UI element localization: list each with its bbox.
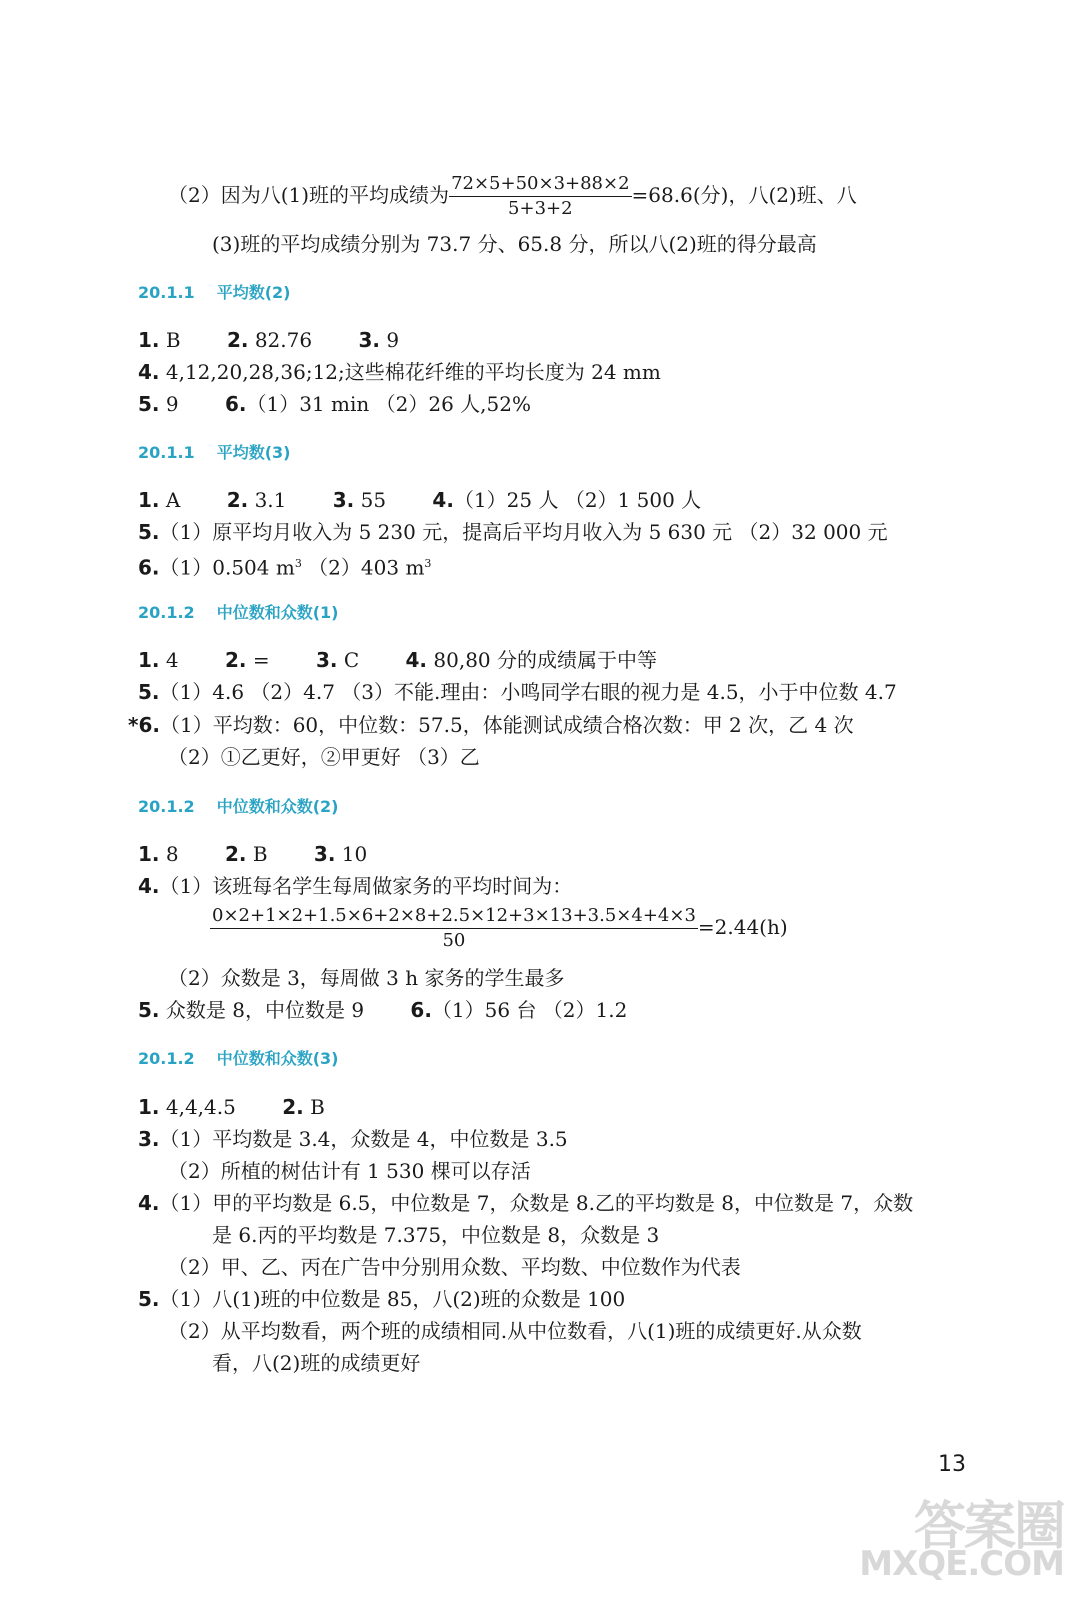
answer-line: 看，八(2)班的成绩更好	[212, 1351, 421, 1375]
fraction-housework: $\frac{0\times 2+1\times 2+1.5\times 6+2\times 8+2.5\times 12+3\times 13+3.5\times 4+4\times 3}{50}$	[212, 905, 696, 951]
answer-line: （2）从平均数看，两个班的成绩相同.从中位数看，八(1)班的成绩更好.从众数	[168, 1319, 862, 1343]
answer-line: 5. 9 6.（1）31 min （2）26 人,52%	[138, 392, 531, 416]
intro-line-2: (3)班的平均成绩分别为 73.7 分、65.8 分，所以八(2)班的得分最高	[212, 232, 817, 256]
answer-line: 1. B 2. 82.76 3. 9	[138, 328, 400, 352]
answer-line: 1. 4,4,4.5 2. B	[138, 1095, 325, 1119]
answer-line: 5. 众数是 8，中位数是 9 6.（1）56 台 （2）1.2	[138, 998, 628, 1022]
section-heading: 20.1.2 中位数和众数(3)	[138, 1049, 339, 1068]
intro-line-1: （2）因为八(1)班的平均成绩为 $\frac{72\times 5+50\times 3+88\times 2}{5+3+2}$ =68.6(分)，八(2)班、八	[168, 173, 857, 219]
answer-line: （2）①乙更好，②甲更好 （3）乙	[168, 745, 480, 769]
answer-line: 4.（1）该班每名学生每周做家务的平均时间为：	[138, 874, 573, 898]
answer-line: 5.（1）原平均月收入为 5 230 元，提高后平均月收入为 5 630 元 （2）32 000 元	[138, 520, 888, 544]
watermark-logo: 答案圈 MXQE.COM	[859, 1497, 1064, 1584]
answer-line: 5.（1）4.6 （2）4.7 （3）不能.理由：小鸣同学右眼的视力是 4.5，小于中位数 4.7	[138, 680, 897, 704]
section-heading: 20.1.2 中位数和众数(1)	[138, 603, 339, 622]
answer-line: 1. 8 2. B 3. 10	[138, 842, 368, 866]
fraction-class1: $\frac{72\times 5+50\times 3+88\times 2}{5+3+2}$	[451, 173, 630, 219]
answer-line: *6.（1）平均数：60，中位数：57.5，体能测试成绩合格次数：甲 2 次，乙 4 次	[128, 713, 854, 737]
page-number: 13	[938, 1452, 966, 1477]
answer-line: 是 6.丙的平均数是 7.375，中位数是 8，众数是 3	[212, 1223, 660, 1247]
answer-line: 3.（1）平均数是 3.4，众数是 4，中位数是 3.5	[138, 1127, 568, 1151]
answer-line: （2）众数是 3，每周做 3 h 家务的学生最多	[168, 966, 565, 990]
section-heading: 20.1.1 平均数(3)	[138, 443, 291, 462]
section-heading: 20.1.1 平均数(2)	[138, 283, 291, 302]
section-heading: 20.1.2 中位数和众数(2)	[138, 797, 339, 816]
answer-line: 5.（1）八(1)班的中位数是 85，八(2)班的众数是 100	[138, 1287, 626, 1311]
answer-line: 4.（1）甲的平均数是 6.5，中位数是 7，众数是 8.乙的平均数是 8，中位数是 7，众数	[138, 1191, 914, 1215]
answer-line: （2）甲、乙、丙在广告中分别用众数、平均数、中位数作为代表	[168, 1255, 741, 1279]
fraction-line: $\frac{0\times 2+1\times 2+1.5\times 6+2\times 8+2.5\times 12+3\times 13+3.5\times 4+4\times 3}{50}$ =2.44(h)	[212, 905, 788, 951]
answer-line: （2）所植的树估计有 1 530 棵可以存活	[168, 1159, 531, 1183]
answer-line: 1. A 2. 3.1 3. 55 4.（1）25 人 （2）1 500 人	[138, 488, 702, 512]
answer-line: 6.（1）0.504 $m^3$ （2）403 $m^3$	[138, 555, 432, 580]
answer-line: 1. 4 2. = 3. C 4. 80,80 分的成绩属于中等	[138, 648, 658, 672]
answer-line: 4. 4,12,20,28,36;12;这些棉花纤维的平均长度为 24 mm	[138, 360, 661, 384]
